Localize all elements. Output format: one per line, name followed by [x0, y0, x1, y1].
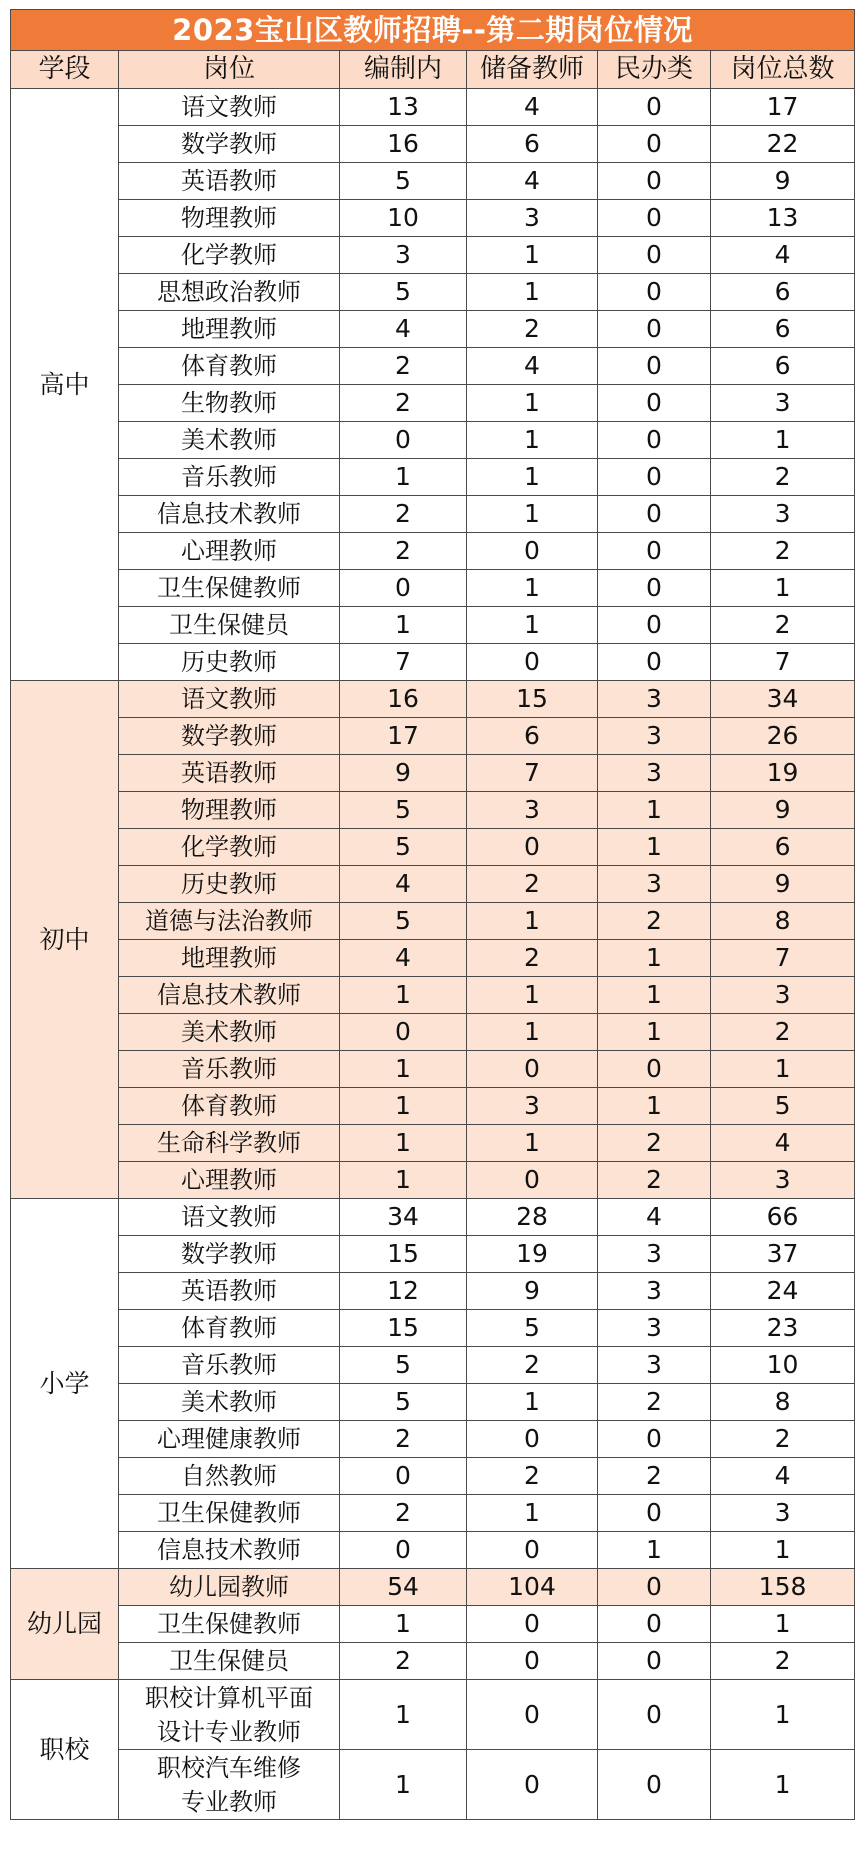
position-cell [119, 1680, 340, 1750]
total-cell: 1 [711, 1680, 855, 1750]
staffed-cell: 17 [340, 718, 467, 755]
staffed-cell: 5 [340, 829, 467, 866]
staffed-cell: 54 [340, 1569, 467, 1606]
position-cell: 音乐教师 [119, 1051, 340, 1088]
private-cell: 1 [598, 792, 711, 829]
staffed-cell: 2 [340, 496, 467, 533]
private-cell: 0 [598, 1680, 711, 1750]
table-row [11, 89, 855, 126]
table-row [11, 311, 855, 348]
private-cell: 3 [598, 755, 711, 792]
reserve-cell: 0 [467, 1643, 598, 1680]
position-cell: 物理教师 [119, 200, 340, 237]
total-cell: 6 [711, 274, 855, 311]
reserve-cell: 1 [467, 385, 598, 422]
table-row [11, 1162, 855, 1199]
staffed-cell: 15 [340, 1310, 467, 1347]
reserve-cell: 3 [467, 1088, 598, 1125]
total-cell: 6 [711, 829, 855, 866]
total-cell: 3 [711, 977, 855, 1014]
staffed-cell: 1 [340, 1162, 467, 1199]
private-cell: 1 [598, 829, 711, 866]
position-cell: 卫生保健教师 [119, 1495, 340, 1532]
table-row [11, 644, 855, 681]
reserve-cell: 1 [467, 570, 598, 607]
header-reserve-teacher: 储备教师 [467, 51, 598, 89]
table-row [11, 126, 855, 163]
reserve-cell: 5 [467, 1310, 598, 1347]
total-cell: 8 [711, 903, 855, 940]
table-row [11, 1051, 855, 1088]
reserve-cell: 0 [467, 1162, 598, 1199]
staffed-cell: 16 [340, 126, 467, 163]
position-cell: 心理健康教师 [119, 1421, 340, 1458]
table-row [11, 1643, 855, 1680]
staffed-cell: 7 [340, 644, 467, 681]
position-cell: 美术教师 [119, 422, 340, 459]
staffed-cell: 0 [340, 1014, 467, 1051]
table-row [11, 274, 855, 311]
position-cell: 音乐教师 [119, 459, 340, 496]
staffed-cell: 4 [340, 866, 467, 903]
staffed-cell: 1 [340, 977, 467, 1014]
staffed-cell: 34 [340, 1199, 467, 1236]
private-cell: 1 [598, 1014, 711, 1051]
staffed-cell: 4 [340, 311, 467, 348]
position-cell: 信息技术教师 [119, 977, 340, 1014]
staffed-cell: 5 [340, 792, 467, 829]
position-cell: 历史教师 [119, 866, 340, 903]
reserve-cell: 1 [467, 607, 598, 644]
staffed-cell: 2 [340, 1495, 467, 1532]
position-cell: 幼儿园教师 [119, 1569, 340, 1606]
reserve-cell: 1 [467, 274, 598, 311]
private-cell: 0 [598, 459, 711, 496]
header-total-positions: 岗位总数 [711, 51, 855, 89]
position-cell: 物理教师 [119, 792, 340, 829]
position-cell: 音乐教师 [119, 1347, 340, 1384]
position-cell: 数学教师 [119, 126, 340, 163]
table-row [11, 977, 855, 1014]
table-row [11, 1495, 855, 1532]
staffed-cell: 2 [340, 533, 467, 570]
table-row [11, 533, 855, 570]
position-cell: 数学教师 [119, 718, 340, 755]
table-row [11, 1125, 855, 1162]
table-row [11, 237, 855, 274]
reserve-cell: 0 [467, 1750, 598, 1820]
reserve-cell: 1 [467, 496, 598, 533]
position-cell: 心理教师 [119, 533, 340, 570]
position-line: 职校汽车维修 [157, 1753, 301, 1782]
reserve-cell: 1 [467, 459, 598, 496]
staffed-cell: 0 [340, 422, 467, 459]
total-cell: 2 [711, 1643, 855, 1680]
reserve-cell: 4 [467, 163, 598, 200]
position-cell: 卫生保健员 [119, 607, 340, 644]
private-cell: 2 [598, 1384, 711, 1421]
staffed-cell: 5 [340, 163, 467, 200]
total-cell: 9 [711, 163, 855, 200]
position-cell: 美术教师 [119, 1014, 340, 1051]
position-cell: 自然教师 [119, 1458, 340, 1495]
total-cell: 2 [711, 533, 855, 570]
private-cell: 0 [598, 126, 711, 163]
total-cell: 24 [711, 1273, 855, 1310]
total-cell: 7 [711, 940, 855, 977]
position-cell: 语文教师 [119, 681, 340, 718]
staffed-cell: 5 [340, 1347, 467, 1384]
total-cell: 8 [711, 1384, 855, 1421]
position-cell: 地理教师 [119, 311, 340, 348]
table-row [11, 459, 855, 496]
private-cell: 1 [598, 940, 711, 977]
total-cell: 13 [711, 200, 855, 237]
position-cell [119, 1750, 340, 1820]
position-cell: 体育教师 [119, 1088, 340, 1125]
table-row [11, 866, 855, 903]
private-cell: 0 [598, 1606, 711, 1643]
position-line: 设计专业教师 [157, 1717, 301, 1746]
private-cell: 0 [598, 1643, 711, 1680]
staffed-cell: 1 [340, 607, 467, 644]
reserve-cell: 0 [467, 644, 598, 681]
private-cell: 0 [598, 570, 711, 607]
total-cell: 1 [711, 1606, 855, 1643]
reserve-cell: 9 [467, 1273, 598, 1310]
staffed-cell: 0 [340, 570, 467, 607]
recruitment-table-sheet [10, 9, 854, 1820]
total-cell: 23 [711, 1310, 855, 1347]
header-staffed: 编制内 [340, 51, 467, 89]
reserve-cell: 4 [467, 348, 598, 385]
reserve-cell: 1 [467, 422, 598, 459]
table-row [11, 496, 855, 533]
position-cell: 卫生保健员 [119, 1643, 340, 1680]
reserve-cell: 0 [467, 1051, 598, 1088]
staffed-cell: 1 [340, 1088, 467, 1125]
private-cell: 0 [598, 311, 711, 348]
position-cell: 心理教师 [119, 1162, 340, 1199]
total-cell: 1 [711, 1051, 855, 1088]
table-row [11, 1088, 855, 1125]
position-cell: 英语教师 [119, 755, 340, 792]
header-stage: 学段 [11, 51, 119, 89]
table-row [11, 1750, 855, 1820]
staffed-cell: 0 [340, 1532, 467, 1569]
position-cell: 数学教师 [119, 1236, 340, 1273]
stage-cell: 幼儿园 [11, 1569, 119, 1680]
private-cell: 0 [598, 385, 711, 422]
reserve-cell: 28 [467, 1199, 598, 1236]
reserve-cell: 6 [467, 126, 598, 163]
private-cell: 0 [598, 496, 711, 533]
total-cell: 2 [711, 607, 855, 644]
reserve-cell: 1 [467, 1125, 598, 1162]
table-row [11, 385, 855, 422]
table-row [11, 1680, 855, 1750]
reserve-cell: 1 [467, 1014, 598, 1051]
total-cell: 9 [711, 792, 855, 829]
private-cell: 2 [598, 903, 711, 940]
total-cell: 1 [711, 422, 855, 459]
table-body [11, 89, 855, 1820]
total-cell: 26 [711, 718, 855, 755]
total-cell: 2 [711, 459, 855, 496]
position-cell: 语文教师 [119, 89, 340, 126]
private-cell: 0 [598, 1495, 711, 1532]
table-row [11, 607, 855, 644]
table-row [11, 1014, 855, 1051]
position-cell: 地理教师 [119, 940, 340, 977]
table-row [11, 1421, 855, 1458]
total-cell: 1 [711, 1750, 855, 1820]
position-cell: 体育教师 [119, 348, 340, 385]
position-cell: 道德与法治教师 [119, 903, 340, 940]
table-row [11, 718, 855, 755]
private-cell: 0 [598, 1569, 711, 1606]
private-cell: 0 [598, 607, 711, 644]
private-cell: 0 [598, 644, 711, 681]
table-row [11, 200, 855, 237]
staffed-cell: 5 [340, 274, 467, 311]
reserve-cell: 7 [467, 755, 598, 792]
reserve-cell: 1 [467, 977, 598, 1014]
stage-cell: 高中 [11, 89, 119, 681]
private-cell: 0 [598, 1421, 711, 1458]
staffed-cell: 12 [340, 1273, 467, 1310]
stage-cell: 初中 [11, 681, 119, 1199]
position-cell: 信息技术教师 [119, 1532, 340, 1569]
position-cell: 历史教师 [119, 644, 340, 681]
staffed-cell: 9 [340, 755, 467, 792]
total-cell: 7 [711, 644, 855, 681]
position-cell: 英语教师 [119, 163, 340, 200]
total-cell: 2 [711, 1014, 855, 1051]
total-cell: 4 [711, 1458, 855, 1495]
private-cell: 3 [598, 681, 711, 718]
total-cell: 1 [711, 570, 855, 607]
reserve-cell: 15 [467, 681, 598, 718]
table-row [11, 829, 855, 866]
staffed-cell: 1 [340, 1680, 467, 1750]
reserve-cell: 3 [467, 792, 598, 829]
reserve-cell: 2 [467, 311, 598, 348]
private-cell: 0 [598, 200, 711, 237]
position-cell: 生命科学教师 [119, 1125, 340, 1162]
reserve-cell: 6 [467, 718, 598, 755]
private-cell: 0 [598, 533, 711, 570]
total-cell: 3 [711, 1495, 855, 1532]
staffed-cell: 5 [340, 903, 467, 940]
total-cell: 6 [711, 311, 855, 348]
private-cell: 0 [598, 274, 711, 311]
total-cell: 5 [711, 1088, 855, 1125]
stage-cell: 小学 [11, 1199, 119, 1569]
header-private: 民办类 [598, 51, 711, 89]
staffed-cell: 1 [340, 459, 467, 496]
title-row [11, 10, 855, 51]
position-cell: 化学教师 [119, 237, 340, 274]
staffed-cell: 1 [340, 1750, 467, 1820]
total-cell: 66 [711, 1199, 855, 1236]
table-row [11, 1384, 855, 1421]
private-cell: 3 [598, 1236, 711, 1273]
table-row [11, 422, 855, 459]
private-cell: 3 [598, 866, 711, 903]
total-cell: 6 [711, 348, 855, 385]
table-row [11, 1569, 855, 1606]
total-cell: 17 [711, 89, 855, 126]
reserve-cell: 2 [467, 1347, 598, 1384]
total-cell: 3 [711, 385, 855, 422]
stage-cell: 职校 [11, 1680, 119, 1820]
table-row [11, 1347, 855, 1384]
staffed-cell: 2 [340, 1643, 467, 1680]
total-cell: 34 [711, 681, 855, 718]
position-cell: 化学教师 [119, 829, 340, 866]
total-cell: 4 [711, 1125, 855, 1162]
reserve-cell: 3 [467, 200, 598, 237]
private-cell: 3 [598, 1310, 711, 1347]
private-cell: 3 [598, 1347, 711, 1384]
position-cell: 美术教师 [119, 1384, 340, 1421]
reserve-cell: 2 [467, 866, 598, 903]
staffed-cell: 13 [340, 89, 467, 126]
staffed-cell: 16 [340, 681, 467, 718]
position-cell: 卫生保健教师 [119, 1606, 340, 1643]
total-cell: 158 [711, 1569, 855, 1606]
position-cell: 生物教师 [119, 385, 340, 422]
reserve-cell: 1 [467, 1495, 598, 1532]
private-cell: 1 [598, 1088, 711, 1125]
position-cell: 卫生保健教师 [119, 570, 340, 607]
staffed-cell: 2 [340, 385, 467, 422]
reserve-cell: 0 [467, 1680, 598, 1750]
table-row [11, 1236, 855, 1273]
reserve-cell: 19 [467, 1236, 598, 1273]
table-row [11, 903, 855, 940]
position-cell: 思想政治教师 [119, 274, 340, 311]
total-cell: 3 [711, 1162, 855, 1199]
private-cell: 4 [598, 1199, 711, 1236]
reserve-cell: 2 [467, 940, 598, 977]
private-cell: 0 [598, 1750, 711, 1820]
staffed-cell: 10 [340, 200, 467, 237]
table-title: 2023宝山区教师招聘--第二期岗位情况 [11, 10, 855, 51]
total-cell: 37 [711, 1236, 855, 1273]
total-cell: 1 [711, 1532, 855, 1569]
position-line: 职校计算机平面 [145, 1683, 313, 1712]
total-cell: 9 [711, 866, 855, 903]
position-cell: 英语教师 [119, 1273, 340, 1310]
reserve-cell: 1 [467, 903, 598, 940]
table-row [11, 1606, 855, 1643]
private-cell: 2 [598, 1458, 711, 1495]
table-row [11, 570, 855, 607]
private-cell: 0 [598, 1051, 711, 1088]
position-cell: 信息技术教师 [119, 496, 340, 533]
reserve-cell: 0 [467, 1421, 598, 1458]
reserve-cell: 1 [467, 237, 598, 274]
private-cell: 3 [598, 1273, 711, 1310]
reserve-cell: 104 [467, 1569, 598, 1606]
table-row [11, 1273, 855, 1310]
staffed-cell: 2 [340, 1421, 467, 1458]
position-cell: 体育教师 [119, 1310, 340, 1347]
private-cell: 2 [598, 1125, 711, 1162]
staffed-cell: 3 [340, 237, 467, 274]
table-row [11, 1458, 855, 1495]
total-cell: 19 [711, 755, 855, 792]
reserve-cell: 4 [467, 89, 598, 126]
table-row [11, 1310, 855, 1347]
total-cell: 3 [711, 496, 855, 533]
position-line: 专业教师 [181, 1787, 277, 1816]
table-row [11, 1199, 855, 1236]
position-cell: 语文教师 [119, 1199, 340, 1236]
private-cell: 0 [598, 89, 711, 126]
staffed-cell: 1 [340, 1125, 467, 1162]
reserve-cell: 0 [467, 829, 598, 866]
staffed-cell: 1 [340, 1051, 467, 1088]
private-cell: 0 [598, 422, 711, 459]
staffed-cell: 2 [340, 348, 467, 385]
table-row [11, 163, 855, 200]
private-cell: 1 [598, 1532, 711, 1569]
table-row [11, 792, 855, 829]
private-cell: 0 [598, 237, 711, 274]
staffed-cell: 15 [340, 1236, 467, 1273]
table-row [11, 755, 855, 792]
staffed-cell: 4 [340, 940, 467, 977]
reserve-cell: 0 [467, 1606, 598, 1643]
total-cell: 10 [711, 1347, 855, 1384]
header-position: 岗位 [119, 51, 340, 89]
private-cell: 2 [598, 1162, 711, 1199]
total-cell: 2 [711, 1421, 855, 1458]
reserve-cell: 0 [467, 1532, 598, 1569]
reserve-cell: 0 [467, 533, 598, 570]
staffed-cell: 0 [340, 1458, 467, 1495]
staffed-cell: 5 [340, 1384, 467, 1421]
total-cell: 22 [711, 126, 855, 163]
table-row [11, 940, 855, 977]
header-row [11, 51, 855, 89]
private-cell: 0 [598, 348, 711, 385]
recruitment-table [10, 9, 855, 1820]
reserve-cell: 2 [467, 1458, 598, 1495]
private-cell: 0 [598, 163, 711, 200]
table-row [11, 1532, 855, 1569]
reserve-cell: 1 [467, 1384, 598, 1421]
table-row [11, 348, 855, 385]
staffed-cell: 1 [340, 1606, 467, 1643]
private-cell: 3 [598, 718, 711, 755]
total-cell: 4 [711, 237, 855, 274]
table-row [11, 681, 855, 718]
private-cell: 1 [598, 977, 711, 1014]
